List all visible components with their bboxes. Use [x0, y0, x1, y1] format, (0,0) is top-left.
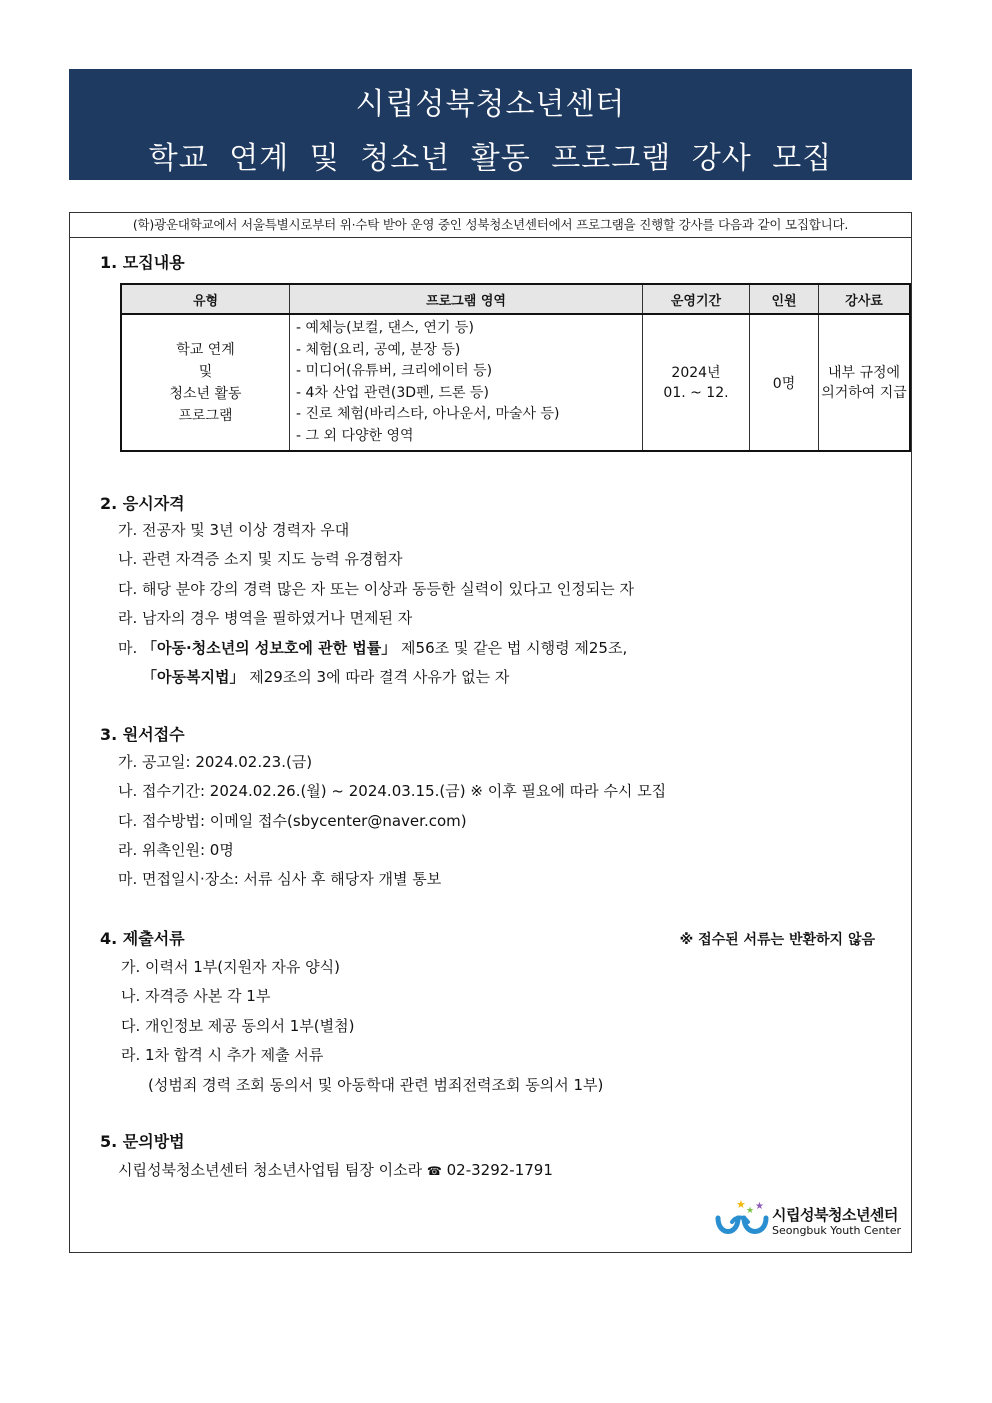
page-title: 학교 연계 및 청소년 활동 프로그램 강사 모집 — [148, 141, 833, 176]
logo-mark-icon — [714, 1196, 772, 1242]
type-line: 학교 연계 — [176, 341, 235, 358]
contact-line — [118, 1159, 553, 1180]
section5-title: 5. 문의방법 — [100, 1132, 185, 1151]
svg-text:★: ★ — [746, 1206, 755, 1216]
col-area: 프로그램 영역 — [290, 284, 643, 314]
recruitment-table — [120, 283, 911, 452]
application-item: 다. 접수방법: 이메일 접수(sbycenter@naver.com) — [118, 812, 467, 830]
qualification-item: 다. 해당 분야 강의 경력 많은 자 또는 이상과 동등한 실력이 있다고 인정되는 자 — [118, 580, 634, 598]
area-item: - 미디어(유튜버, 크리에이터 등) — [296, 363, 493, 379]
application-item: 마. 면접일시·장소: 서류 심사 후 해당자 개별 통보 — [118, 870, 442, 888]
contact-person: 시립성북청소년센터 청소년사업팀 팀장 이소라 — [118, 1161, 423, 1179]
section1-title: 1. 모집내용 — [100, 253, 185, 272]
document-item: 가. 이력서 1부(지원자 자유 양식) — [121, 958, 340, 976]
law-name: 「아동복지법」 — [142, 668, 245, 686]
logo-english: Seongbuk Youth Center — [772, 1224, 902, 1237]
section2-title: 2. 응시자격 — [100, 494, 185, 513]
application-item: 가. 공고일: 2024.02.23.(금) — [118, 753, 313, 771]
period-line: 2024년 — [671, 364, 721, 381]
col-fee: 강사료 — [819, 284, 911, 314]
item-prefix: 마. — [118, 639, 143, 657]
qualification-item-legal-cont — [142, 666, 509, 687]
intro-text: (학)광운대학교에서 서울특별시로부터 위·수탁 받아 운영 중인 성북청소년센터에서 프로그램을 진행할 강사를 다음과 같이 모집합니다. — [70, 213, 911, 238]
col-count: 인원 — [750, 284, 819, 314]
application-item: 라. 위촉인원: 0명 — [118, 841, 234, 859]
logo-name: 시립성북청소년센터 — [772, 1206, 898, 1224]
section3-title: 3. 원서접수 — [100, 725, 185, 744]
period-line: 01. ~ 12. — [663, 384, 729, 401]
fee-line: 내부 규정에 — [827, 364, 901, 381]
table-header-row — [121, 284, 910, 314]
area-cell — [290, 314, 643, 451]
title-banner — [69, 69, 912, 180]
type-line: 청소년 활동 — [169, 385, 242, 402]
fee-line: 의거하여 지급 — [821, 384, 907, 401]
col-period: 운영기간 — [643, 284, 750, 314]
type-line: 프로그램 — [178, 407, 233, 424]
center-logo — [714, 1196, 909, 1242]
document-item: 나. 자격증 사본 각 1부 — [121, 987, 271, 1005]
count-cell: 0명 — [750, 314, 819, 451]
col-type: 유형 — [121, 284, 290, 314]
period-cell — [643, 314, 750, 451]
document-item: 라. 1차 합격 시 추가 제출 서류 — [121, 1046, 324, 1064]
qualification-item: 나. 관련 자격증 소지 및 지도 능력 유경험자 — [118, 550, 403, 568]
law-detail: 제29조의 3에 따라 결격 사유가 없는 자 — [244, 668, 510, 686]
qualification-item-legal — [118, 637, 627, 658]
phone-number: 02-3292-1791 — [446, 1161, 553, 1179]
type-cell — [121, 314, 290, 451]
law-name: 「아동·청소년의 성보호에 관한 법률」 — [142, 639, 397, 657]
notice-body — [69, 212, 912, 1253]
table-row — [121, 314, 910, 451]
return-notice: ※ 접수된 서류는 반환하지 않음 — [679, 932, 875, 948]
qualification-item: 가. 전공자 및 3년 이상 경력자 우대 — [118, 521, 350, 539]
document-item: 다. 개인정보 제공 동의서 1부(별첨) — [121, 1017, 355, 1035]
section4-title: 4. 제출서류 — [100, 929, 185, 948]
area-item: - 체험(요리, 공예, 분장 등) — [296, 341, 461, 358]
document-item-detail: (성범죄 경력 조회 동의서 및 아동학대 관련 범죄전력조회 동의서 1부) — [148, 1076, 604, 1094]
application-item: 나. 접수기간: 2024.02.26.(월) ~ 2024.03.15.(금) ※ 이후 필요에 따라 수시 모집 — [118, 782, 667, 800]
fee-cell — [819, 314, 911, 451]
law-detail: 제56조 및 같은 법 시행령 제25조, — [396, 639, 628, 657]
area-item: - 그 외 다양한 영역 — [296, 427, 414, 444]
type-line: 및 — [198, 363, 213, 380]
qualification-item: 라. 남자의 경우 병역을 필하였거나 면제된 자 — [118, 609, 413, 627]
center-name: 시립성북청소년센터 — [355, 87, 626, 122]
telephone-icon: ☎ — [426, 1164, 442, 1178]
svg-text:★: ★ — [755, 1201, 764, 1212]
area-item: - 4차 산업 관련(3D펜, 드론 등) — [296, 384, 489, 401]
area-item: - 진로 체험(바리스타, 아나운서, 마술사 등) — [296, 406, 560, 422]
area-item: - 예체능(보컬, 댄스, 연기 등) — [296, 320, 474, 336]
svg-text:★: ★ — [736, 1198, 746, 1211]
